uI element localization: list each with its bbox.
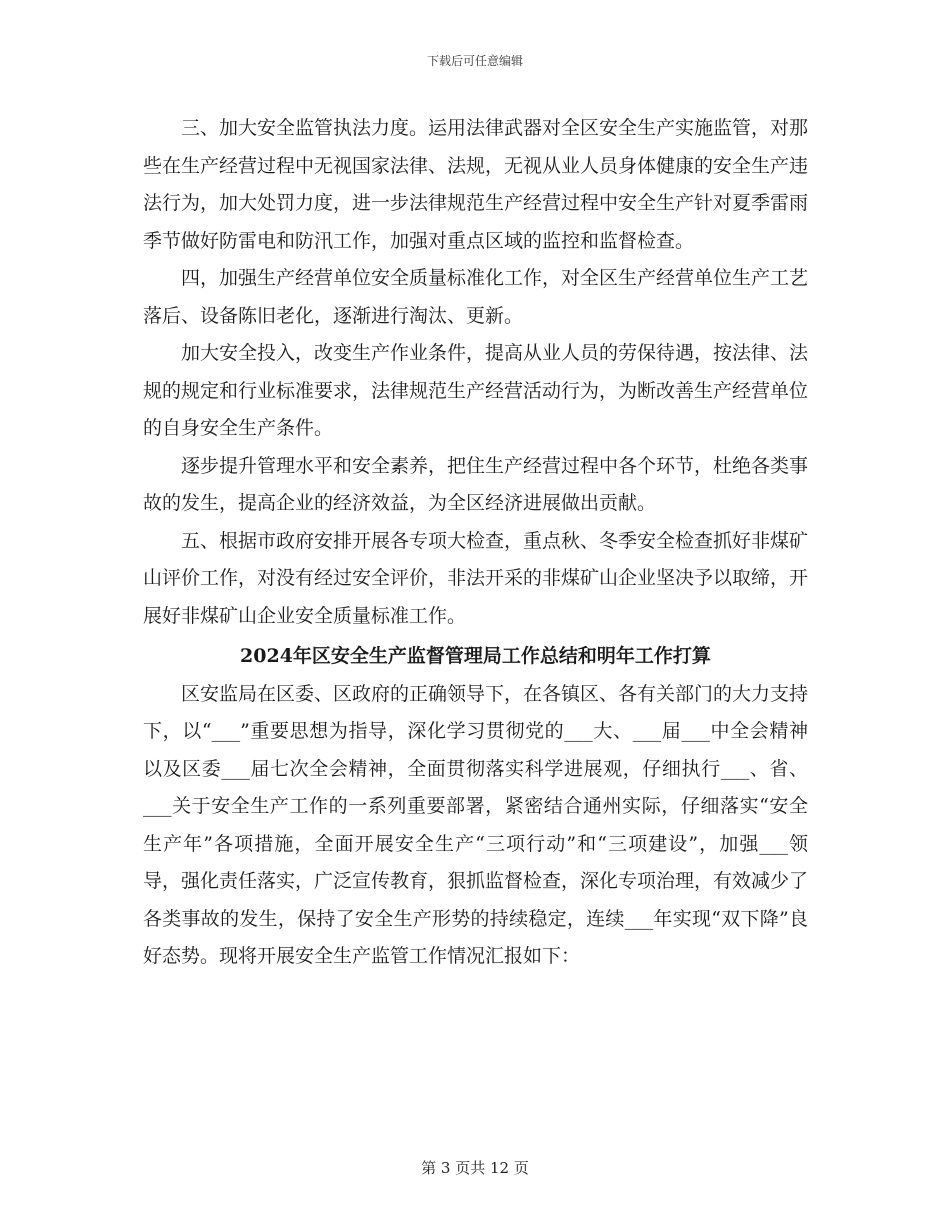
document-body xyxy=(143,110,808,976)
paragraph-item-three: 三、加大安全监管执法力度。运用法律武器对全区安全生产实施监管，对那些在生产经营过程中无视国家法律、法规，无视从业人员身体健康的安全生产违法行为，加大处罚力度，进一步法律规范生产经营过程中安全生产针对夏季雷雨季节做好防雷电和防汛工作，加强对重点区域的监控和监督检查。 xyxy=(143,117,809,252)
section-title: 2024年区安全生产监督管理局工作总结和明年工作打算 xyxy=(240,645,711,667)
paragraph-item-four: 四，加强生产经营单位安全质量标准化工作，对全区生产经营单位生产工艺落后、设备陈旧老化，逐渐进行淘汰、更新。 xyxy=(143,267,809,327)
page-number: 第 3 页共 12 页 xyxy=(421,1159,529,1177)
paragraph-management-level: 逐步提升管理水平和安全素养，把住生产经营过程中各个环节，杜绝各类事故的发生，提高企业的经济效益，为全区经济进展做出贡献。 xyxy=(143,454,809,514)
page-header-note: 下载后可任意编辑 xyxy=(426,54,523,68)
paragraph-introduction: 区安监局在区委、区政府的正确领导下，在各镇区、各有关部门的大力支持下，以“___”重要思想为指导，深化学习贯彻党的___大、___届___中全会精神以及区委___届七次全会精神，全面贯彻落实科学进展观，仔细执行___、省、___关于安全生产工作的一系列重要部署，紧密结合通州实际，仔细落实“安全生产年”各项措施，全面开展安全生产“三项行动”和“三项建设”，加强___领导，强化责任落实，广泛宣传教育，狠抓监督检查，深化专项治理，有效减少了各类事故的发生，保持了安全生产形势的持续稳定，连续___年实现“双下降”良好态势。现将开展安全生产监管工作情况汇报如下： xyxy=(143,682,809,967)
paragraph-item-five: 五、根据市政府安排开展各专项大检查，重点秋、冬季安全检查抓好非煤矿山评价工作，对没有经过安全评价，非法开采的非煤矿山企业坚决予以取缔，开展好非煤矿山企业安全质量标准工作。 xyxy=(143,529,809,627)
paragraph-safety-investment: 加大安全投入，改变生产作业条件，提高从业人员的劳保待遇，按法律、法规的规定和行业标准要求，法律规范生产经营活动行为，为断改善生产经营单位的自身安全生产条件。 xyxy=(143,342,809,439)
